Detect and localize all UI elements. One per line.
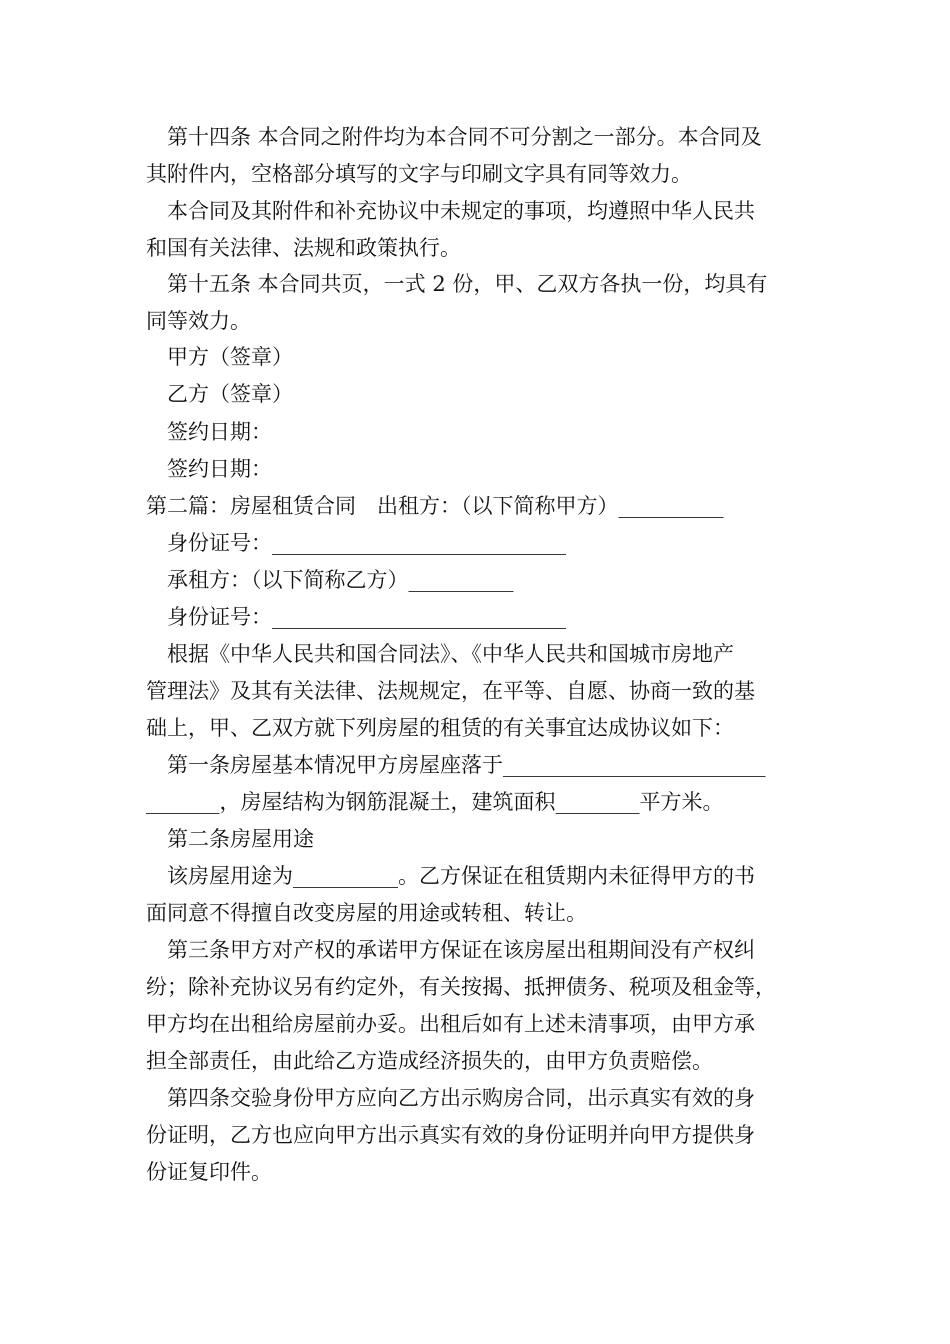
id-number-line: 身份证号：____________________________ [146,531,566,555]
signature-party-b: 乙方（签章） [146,382,293,406]
text-line: 担全部责任，由此给乙方造成经济损失的，由甲方负责赔偿。 [146,1049,713,1073]
text-line: 面同意不得擅自改变房屋的用途或转租、转让。 [146,901,587,925]
text-line: 同等效力。 [146,309,251,333]
signing-date: 签约日期： [146,457,272,481]
text-line: 第三条甲方对产权的承诺甲方保证在该房屋出租期间没有产权纠 [146,938,755,962]
text-line: 其附件内，空格部分填写的文字与印刷文字具有同等效力。 [146,162,692,186]
text-line: 和国有关法律、法规和政策执行。 [146,236,461,260]
text-line: 础上，甲、乙双方就下列房屋的租赁的有关事宜达成协议如下： [146,716,734,740]
text-line: 第一条房屋基本情况甲方房屋座落于_________________________ [146,753,766,777]
text-line: 纷；除补充协议另有约定外，有关按揭、抵押债务、税项及租金等， [146,975,776,999]
lessee-line: 承租方：（以下简称乙方）__________ [146,568,514,592]
text-line: 第十五条 本合同共页，一式 2 份，甲、乙双方各执一份，均具有 [146,272,768,296]
signature-party-a: 甲方（签章） [146,345,293,369]
text-line: 管理法》及其有关法律、法规规定，在平等、自愿、协商一致的基 [146,679,755,703]
text-line: 本合同及其附件和补充协议中未规定的事项，均遵照中华人民共 [146,199,755,223]
text-line: 第四条交验身份甲方应向乙方出示购房合同，出示真实有效的身 [146,1086,755,1110]
section-heading: 第二篇：房屋租赁合同 出租方：（以下简称甲方）__________ [146,494,724,518]
text-line: 该房屋用途为__________。乙方保证在租赁期内未征得甲方的书 [146,864,755,888]
text-line: _______，房屋结构为钢筋混凝土，建筑面积________平方米。 [146,790,724,814]
text-line: 份证复印件。 [146,1160,272,1184]
text-line: 份证明，乙方也应向甲方出示真实有效的身份证明并向甲方提供身 [146,1123,755,1147]
text-line: 甲方均在出租给房屋前办妥。出租后如有上述未清事项，由甲方承 [146,1012,755,1036]
id-number-line: 身份证号：____________________________ [146,605,566,629]
text-line: 第十四条 本合同之附件均为本合同不可分割之一部分。本合同及 [146,125,762,149]
text-line: 第二条房屋用途 [146,827,314,851]
signing-date: 签约日期： [146,420,272,444]
text-line: 根据《中华人民共和国合同法》、《中华人民共和国城市房地产 [146,642,734,666]
